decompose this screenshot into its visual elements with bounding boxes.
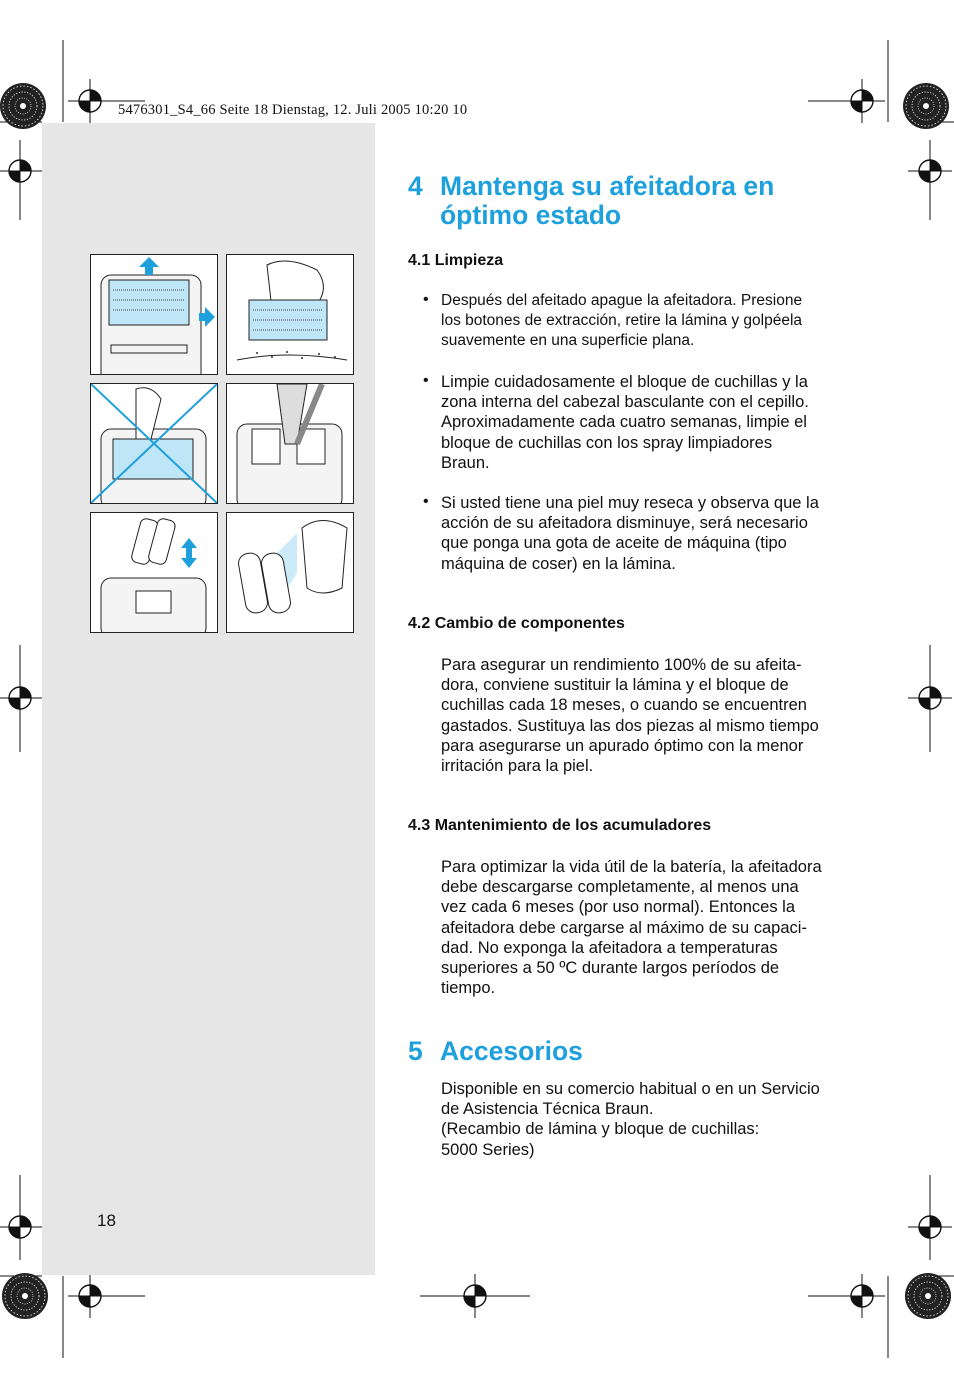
bullet-dot: • xyxy=(423,493,429,510)
section-4-title-line1: Mantenga su afeitadora en xyxy=(440,171,775,201)
heading-4-3: 4.3 Mantenimiento de los acumuladores xyxy=(408,817,712,834)
section-4-2-text: Para asegurar un rendimiento 100% de su afeita- dora, conviene sustituir la lámina y el bloque de cuchillas cada 18 meses, o cuando se encuentren gastados. Sustituya las dos piezas al mismo tiempo para asegurarse un apurado óptimo con la menor irritación para la piel. xyxy=(441,656,819,776)
figure-brush-cutter-block xyxy=(226,383,354,504)
bullet-2-text: Limpie cuidadosamente el bloque de cuchillas y la zona interna del cabezal basculante con el cepillo. Aproximadamente cada cuatro semanas, limpie el bloque de cuchillas con los spray limpiadores Braun. xyxy=(441,373,809,472)
section-5-title: Accesorios xyxy=(440,1036,583,1066)
figure-tap-foil xyxy=(226,254,354,375)
heading-4-2: 4.2 Cambio de componentes xyxy=(408,615,625,632)
section-5-number: 5 xyxy=(408,1036,423,1066)
bullet-3-text: Si usted tiene una piel muy reseca y observa que la acción de su afeitadora disminuye, será necesario que ponga una gota de aceite de máquina (tipo máquina de coser) en la lámina. xyxy=(441,494,819,573)
figure-oil-foil xyxy=(226,512,354,633)
section-4-heading xyxy=(408,172,774,230)
figure-replace-cutter-block xyxy=(90,512,218,633)
section-4-title-line2: óptimo estado xyxy=(440,200,622,230)
print-header: 5476301_S4_66 Seite 18 Dienstag, 12. Juli 2005 10:20 10 xyxy=(118,102,468,118)
section-4-number: 4 xyxy=(408,171,423,201)
section-4-3-text: Para optimizar la vida útil de la batería, la afeitadora debe descargarse completamente, al menos una vez cada 6 meses (por uso normal). Entonces la afeitadora debe cargarse al máximo de su capaci- dad. No exponga la afeitadora a temperaturas superiores a 50 ºC durante largos períodos de tiempo. xyxy=(441,858,822,998)
page-number: 18 xyxy=(97,1211,116,1230)
figure-do-not-brush-foil xyxy=(90,383,218,504)
heading-4-1: 4.1 Limpieza xyxy=(408,252,504,269)
figure-remove-foil xyxy=(90,254,218,375)
section-5-text: Disponible en su comercio habitual o en un Servicio de Asistencia Técnica Braun. (Recambio de lámina y bloque de cuchillas: 5000 Series) xyxy=(441,1080,820,1159)
bullet-1-text: Después del afeitado apague la afeitadora. Presione los botones de extracción, retire la lámina y golpéela suavemente en una superficie plana. xyxy=(441,292,803,350)
section-5-heading xyxy=(408,1037,583,1066)
bullet-dot: • xyxy=(423,372,429,389)
bullet-dot: • xyxy=(423,291,429,308)
